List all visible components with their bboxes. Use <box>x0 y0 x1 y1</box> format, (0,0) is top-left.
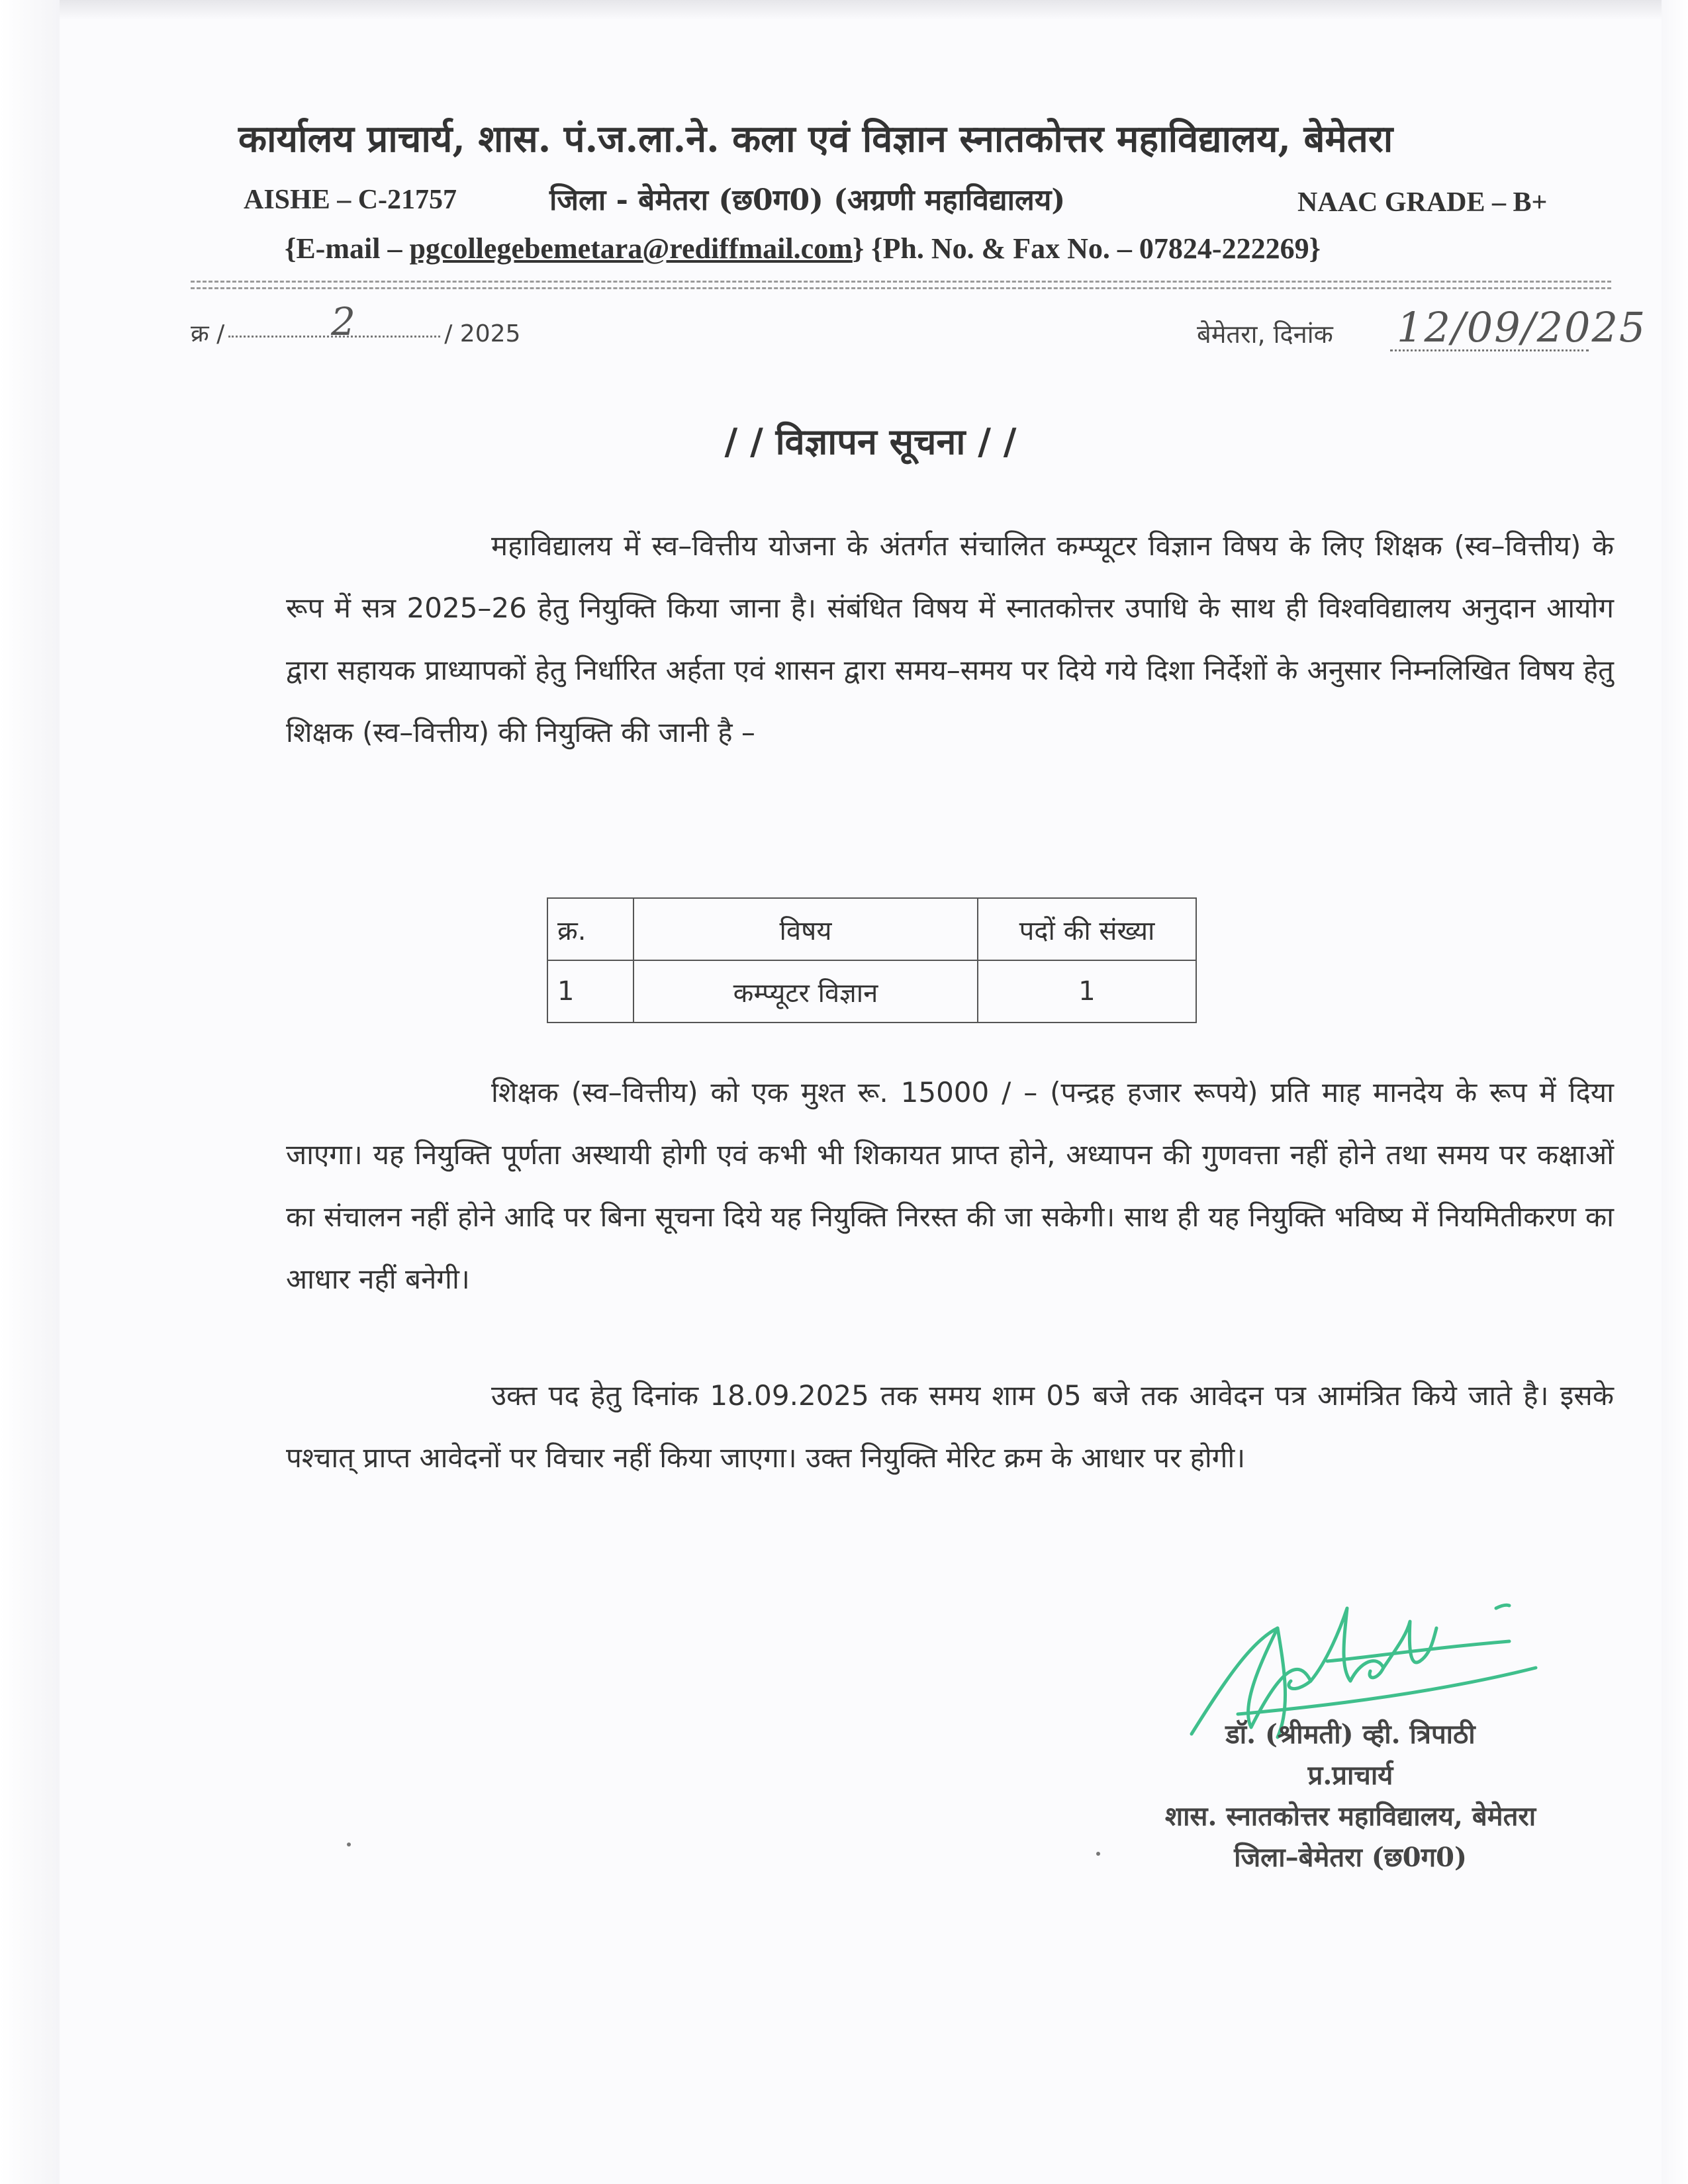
reference-suffix: / 2025 <box>444 320 521 347</box>
table-row <box>547 960 1196 1023</box>
notice-title: / / विज्ञापन सूचना / / <box>724 421 1017 463</box>
scan-edge-top <box>0 0 1688 20</box>
letterhead-office-line: कार्यालय प्राचार्य, शास. पं.ज.ला.ने. कला एवं विज्ञान स्नातकोत्तर महाविद्यालय, बेमेतरा <box>238 117 1393 161</box>
cell-subject: कम्प्यूटर विज्ञान <box>633 960 978 1023</box>
signatory-designation: प्र.प्राचार्य <box>1307 1760 1393 1791</box>
date-dotted-field <box>1390 349 1589 351</box>
scan-speck <box>347 1843 351 1846</box>
date-label: बेमेतरा, दिनांक <box>1197 320 1333 349</box>
scan-speck <box>1096 1852 1100 1856</box>
cell-serial: 1 <box>547 960 633 1023</box>
header-subject: विषय <box>633 898 978 960</box>
letterhead-contact <box>285 232 1321 265</box>
scan-edge-left <box>0 0 60 2184</box>
header-post-count: पदों की संख्या <box>978 898 1196 960</box>
date-handwritten: 12/09/2025 <box>1397 303 1647 351</box>
letterhead-district: जिला - बेमेतरा (छ0ग0) (अग्रणी महाविद्यालय) <box>549 183 1066 217</box>
signatory-district: जिला–बेमेतरा (छ0ग0) <box>1234 1842 1467 1873</box>
paragraph-intro: महाविद्यालय में स्व–वित्तीय योजना के अंतर्गत संचालित कम्प्यूटर विज्ञान विषय के लिए शिक्षक (स्व–वित्तीय) के रूप में सत्र 2025–26 हेतु नियुक्ति किया जाना है। संबंधित विषय में स्नातकोत्तर उपाधि के साथ ही विश्वविद्यालय अनुदान आयोग द्वारा सहायक प्राध्यापकों हेतु निर्धारित अर्हता एवं शासन द्वारा समय–समय पर दिये गये दिशा निर्देशों के अनुसार निम्नलिखित विषय हेतु शिक्षक (स्व–वित्तीय) की नियुक्ति की जानी है – <box>286 529 1614 749</box>
table-header-row <box>547 898 1196 960</box>
reference-prefix: क्र / <box>191 320 225 347</box>
email-prefix: {E-mail – <box>285 232 410 265</box>
contact-suffix: } {Ph. No. & Fax No. – 07824-222269} <box>852 232 1321 265</box>
letterhead-aishe-code: AISHE – C-21757 <box>244 185 457 215</box>
signatory-block <box>1059 1714 1642 1878</box>
header-divider-bottom <box>191 287 1611 289</box>
cell-post-count: 1 <box>978 960 1196 1023</box>
letterhead-naac-grade: NAAC GRADE – B+ <box>1297 187 1548 218</box>
posts-table <box>547 897 1197 1023</box>
header-divider-top <box>191 281 1611 283</box>
reference-handwritten-number: 2 <box>331 299 355 344</box>
signatory-name: डॉ. (श्रीमती) व्ही. त्रिपाठी <box>1225 1719 1476 1750</box>
paragraph-remuneration: शिक्षक (स्व–वित्तीय) को एक मुश्त रू. 15000 / – (पन्द्रह हजार रूपये) प्रति माह मानदेय के रूप में दिया जाएगा। यह नियुक्ति पूर्णता अस्थायी होगी एवं कभी भी शिकायत प्राप्त होने, अध्यापन की गुणवत्ता नहीं होने तथा समय पर कक्षाओं का संचालन नहीं होने आदि पर बिना सूचना दिये यह नियुक्ति निरस्त की जा सकेगी। साथ ही यह नियुक्ति भविष्य में नियमितीकरण का आधार नहीं बनेगी। <box>286 1076 1614 1295</box>
signatory-institution: शास. स्नातकोत्तर महाविद्यालय, बेमेतरा <box>1164 1801 1536 1832</box>
header-serial: क्र. <box>547 898 633 960</box>
paragraph-application-deadline: उक्त पद हेतु दिनांक 18.09.2025 तक समय शाम 05 बजे तक आवेदन पत्र आमंत्रित किये जाते है। इसके पश्चात् प्राप्त आवेदनों पर विचार नहीं किया जाएगा। उक्त नियुक्ति मेरिट क्रम के आधार पर होगी। <box>286 1379 1614 1474</box>
email-link[interactable]: pgcollegebemetara@rediffmail.com <box>409 232 853 265</box>
reference-number-line <box>191 316 520 349</box>
scan-edge-right <box>1662 0 1688 2184</box>
